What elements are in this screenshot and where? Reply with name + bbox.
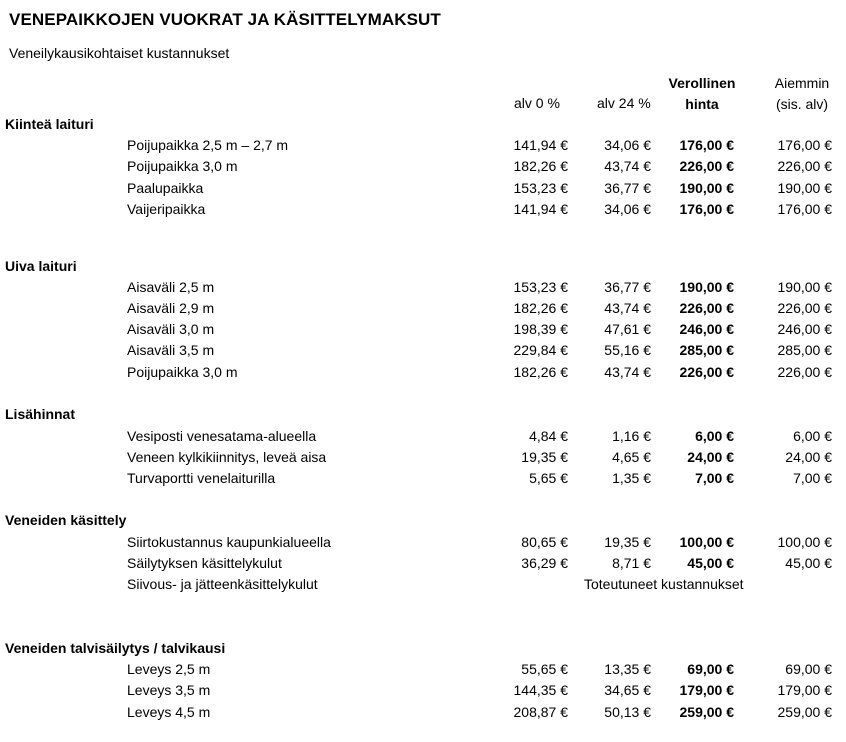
- table-row: [0, 553, 846, 574]
- cell-previous: 246,00 €: [777, 321, 832, 337]
- cell-total: 6,00 €: [695, 428, 734, 444]
- cell-alv0: 36,29 €: [521, 555, 568, 571]
- cell-alv0: 141,94 €: [513, 201, 568, 217]
- page-title: VENEPAIKKOJEN VUOKRAT JA KÄSITTELYMAKSUT: [9, 10, 441, 29]
- header-verollinen-line2: hinta: [685, 96, 719, 112]
- cell-alv0: 182,26 €: [513, 364, 568, 380]
- page-subtitle: Veneilykausikohtaiset kustannukset: [9, 45, 230, 61]
- cell-total: 246,00 €: [679, 321, 734, 337]
- table-row: [0, 156, 846, 177]
- header-aiemmin-line2: (sis. alv): [775, 96, 829, 112]
- cell-total: 190,00 €: [679, 279, 734, 295]
- cell-alv24: 43,74 €: [604, 300, 651, 316]
- table-row: [0, 447, 846, 468]
- cell-alv24: 36,77 €: [604, 180, 651, 196]
- cell-total: 285,00 €: [679, 342, 734, 358]
- cell-alv24: 34,06 €: [604, 137, 651, 153]
- header-aiemmin: [766, 73, 838, 115]
- row-label: Aisaväli 3,5 m: [127, 342, 215, 358]
- cell-previous: 69,00 €: [785, 661, 832, 677]
- row-label: Leveys 4,5 m: [127, 704, 211, 720]
- row-label: Aisaväli 2,5 m: [127, 279, 215, 295]
- cell-alv0: 229,84 €: [513, 342, 568, 358]
- cell-previous: 45,00 €: [785, 555, 832, 571]
- cell-alv0: 198,39 €: [513, 321, 568, 337]
- cell-alv24: 34,06 €: [604, 201, 651, 217]
- header-verollinen: [664, 73, 740, 115]
- table-row: [0, 298, 846, 319]
- table-row: [0, 680, 846, 701]
- row-label: Siivous- ja jätteenkäsittelykulut: [127, 576, 318, 592]
- table-row: [0, 702, 846, 723]
- row-label: Leveys 3,5 m: [127, 682, 211, 698]
- cell-previous: 226,00 €: [777, 300, 832, 316]
- table-row: [0, 340, 846, 361]
- row-label: Paalupaikka: [127, 180, 204, 196]
- cell-total: 69,00 €: [687, 661, 734, 677]
- cell-alv0: 141,94 €: [513, 137, 568, 153]
- row-label: Veneen kylkikiinnitys, leveä aisa: [127, 449, 327, 465]
- cell-previous: 226,00 €: [777, 364, 832, 380]
- cell-total: 226,00 €: [679, 158, 734, 174]
- cell-alv24: 19,35 €: [604, 534, 651, 550]
- section-title: Lisähinnat: [5, 406, 76, 422]
- table-row: [0, 659, 846, 680]
- cell-alv0: 5,65 €: [529, 470, 568, 486]
- table-row: [0, 362, 846, 383]
- cell-total: 179,00 €: [679, 682, 734, 698]
- row-label: Vesiposti venesatama-alueella: [127, 428, 317, 444]
- table-row: [0, 277, 846, 298]
- row-label: Leveys 2,5 m: [127, 661, 211, 677]
- cell-alv0: 153,23 €: [513, 180, 568, 196]
- cell-previous: 24,00 €: [785, 449, 832, 465]
- table-row: [0, 574, 846, 595]
- section-heading: [0, 114, 846, 135]
- section-title: Uiva laituri: [5, 258, 77, 274]
- cell-total: 45,00 €: [687, 555, 734, 571]
- row-label: Poijupaikka 2,5 m – 2,7 m: [127, 137, 289, 153]
- cell-previous: 176,00 €: [777, 137, 832, 153]
- header-aiemmin-line1: Aiemmin: [774, 75, 830, 91]
- row-label: Aisaväli 3,0 m: [127, 321, 215, 337]
- cell-previous: 259,00 €: [777, 704, 832, 720]
- table-row: [0, 319, 846, 340]
- cell-previous: 179,00 €: [777, 682, 832, 698]
- section-heading: [0, 638, 846, 659]
- cell-total: 226,00 €: [679, 300, 734, 316]
- table-row: [0, 199, 846, 220]
- table-row: [0, 426, 846, 447]
- header-alv0: alv 0 %: [514, 95, 560, 111]
- cell-previous: 190,00 €: [777, 279, 832, 295]
- cell-alv24: 1,16 €: [612, 428, 651, 444]
- cell-total: 259,00 €: [679, 704, 734, 720]
- cell-total: 176,00 €: [679, 201, 734, 217]
- row-note: Toteutuneet kustannukset: [584, 576, 744, 592]
- section-title: Kiinteä laituri: [5, 116, 94, 132]
- cell-alv24: 36,77 €: [604, 279, 651, 295]
- cell-alv0: 208,87 €: [513, 704, 568, 720]
- cell-alv24: 8,71 €: [612, 555, 651, 571]
- cell-previous: 226,00 €: [777, 158, 832, 174]
- cell-previous: 176,00 €: [777, 201, 832, 217]
- section-heading: [0, 510, 846, 531]
- cell-alv0: 182,26 €: [513, 300, 568, 316]
- cell-alv24: 1,35 €: [612, 470, 651, 486]
- cell-total: 190,00 €: [679, 180, 734, 196]
- cell-alv24: 50,13 €: [604, 704, 651, 720]
- cell-alv24: 43,74 €: [604, 364, 651, 380]
- cell-alv24: 43,74 €: [604, 158, 651, 174]
- cell-previous: 7,00 €: [793, 470, 832, 486]
- cell-total: 7,00 €: [695, 470, 734, 486]
- header-verollinen-line1: Verollinen: [668, 75, 736, 91]
- header-alv24: alv 24 %: [597, 95, 651, 111]
- section-heading: [0, 404, 846, 425]
- row-label: Vaijeripaikka: [127, 201, 206, 217]
- cell-previous: 190,00 €: [777, 180, 832, 196]
- cell-total: 100,00 €: [679, 534, 734, 550]
- row-label: Siirtokustannus kaupunkialueella: [127, 534, 331, 550]
- cell-previous: 100,00 €: [777, 534, 832, 550]
- cell-alv0: 55,65 €: [521, 661, 568, 677]
- cell-previous: 285,00 €: [777, 342, 832, 358]
- table-row: [0, 532, 846, 553]
- cell-alv0: 144,35 €: [513, 682, 568, 698]
- row-label: Poijupaikka 3,0 m: [127, 364, 238, 380]
- cell-alv24: 13,35 €: [604, 661, 651, 677]
- row-label: Turvaportti venelaiturilla: [127, 470, 276, 486]
- table-row: [0, 178, 846, 199]
- section-title: Veneiden talvisäilytys / talvikausi: [5, 640, 226, 656]
- cell-alv0: 153,23 €: [513, 279, 568, 295]
- cell-total: 24,00 €: [687, 449, 734, 465]
- row-label: Säilytyksen käsittelykulut: [127, 555, 282, 571]
- cell-alv0: 4,84 €: [529, 428, 568, 444]
- cell-alv0: 80,65 €: [521, 534, 568, 550]
- row-label: Aisaväli 2,9 m: [127, 300, 215, 316]
- cell-alv24: 34,65 €: [604, 682, 651, 698]
- cell-alv24: 4,65 €: [612, 449, 651, 465]
- cell-alv24: 47,61 €: [604, 321, 651, 337]
- cell-alv0: 19,35 €: [521, 449, 568, 465]
- cell-alv0: 182,26 €: [513, 158, 568, 174]
- cell-total: 226,00 €: [679, 364, 734, 380]
- cell-alv24: 55,16 €: [604, 342, 651, 358]
- cell-total: 176,00 €: [679, 137, 734, 153]
- row-label: Poijupaikka 3,0 m: [127, 158, 238, 174]
- table-row: [0, 468, 846, 489]
- section-title: Veneiden käsittely: [5, 512, 127, 528]
- table-row: [0, 135, 846, 156]
- section-heading: [0, 256, 846, 277]
- cell-previous: 6,00 €: [793, 428, 832, 444]
